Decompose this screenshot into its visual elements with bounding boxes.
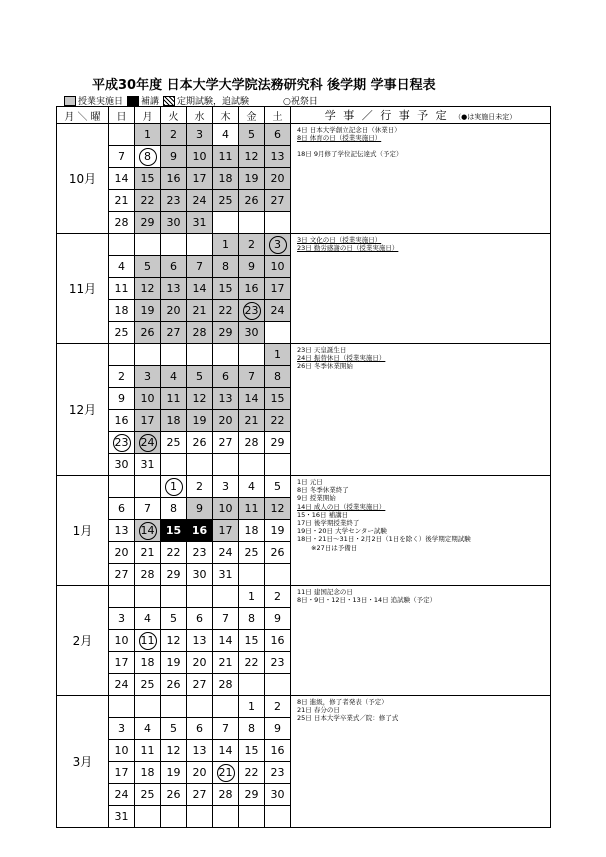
day-cell xyxy=(161,234,187,256)
day-cell: 22 xyxy=(135,190,161,212)
day-cell: 19 xyxy=(265,520,291,542)
day-cell xyxy=(239,454,265,476)
day-cell: 7 xyxy=(239,366,265,388)
day-cell: 2 xyxy=(265,696,291,718)
event-line: 15・16日 補講日 xyxy=(297,510,349,519)
day-cell: 20 xyxy=(265,168,291,190)
legend-class-day: 授業実施日 xyxy=(78,97,124,107)
day-cell: 9 xyxy=(161,146,187,168)
day-cell: 19 xyxy=(187,410,213,432)
day-cell xyxy=(161,586,187,608)
event-line: 8日・9日・12日・13日・14日 追試験（予定） xyxy=(297,596,437,605)
day-cell: 1 xyxy=(135,124,161,146)
day-cell xyxy=(135,432,161,454)
day-cell: 5 xyxy=(187,366,213,388)
day-cell: 6 xyxy=(187,608,213,630)
holiday-circle: 8 xyxy=(139,148,157,166)
day-cell xyxy=(187,696,213,718)
day-cell: 2 xyxy=(187,476,213,498)
day-header: 日 xyxy=(109,107,135,124)
holiday-circle: 11 xyxy=(139,632,157,650)
day-cell: 9 xyxy=(265,608,291,630)
day-cell xyxy=(239,344,265,366)
events-cell xyxy=(291,234,551,344)
day-cell: 22 xyxy=(161,542,187,564)
day-cell: 14 xyxy=(239,388,265,410)
day-cell: 20 xyxy=(213,410,239,432)
day-cell: 28 xyxy=(239,432,265,454)
day-cell xyxy=(187,344,213,366)
day-cell: 11 xyxy=(239,498,265,520)
day-cell: 17 xyxy=(213,520,239,542)
day-cell xyxy=(265,454,291,476)
day-cell: 31 xyxy=(213,564,239,586)
day-cell: 25 xyxy=(135,784,161,806)
day-cell: 4 xyxy=(239,476,265,498)
day-cell xyxy=(161,696,187,718)
day-cell: 30 xyxy=(161,212,187,234)
day-cell xyxy=(135,146,161,168)
day-cell: 24 xyxy=(109,784,135,806)
week-row xyxy=(57,344,551,366)
day-cell: 17 xyxy=(265,278,291,300)
day-cell: 31 xyxy=(135,454,161,476)
day-cell xyxy=(265,212,291,234)
week-row xyxy=(57,696,551,718)
week-row xyxy=(57,124,551,146)
day-cell: 25 xyxy=(135,674,161,696)
day-cell xyxy=(265,322,291,344)
day-cell xyxy=(135,806,161,828)
day-cell: 14 xyxy=(109,168,135,190)
day-cell: 4 xyxy=(161,366,187,388)
day-cell: 2 xyxy=(239,234,265,256)
day-cell: 1 xyxy=(239,586,265,608)
day-cell: 21 xyxy=(187,300,213,322)
day-cell: 11 xyxy=(109,278,135,300)
day-cell: 24 xyxy=(265,300,291,322)
day-cell xyxy=(213,762,239,784)
day-cell: 12 xyxy=(161,630,187,652)
day-cell: 18 xyxy=(161,410,187,432)
day-cell: 29 xyxy=(213,322,239,344)
event-line: 8日 体育の日（授業実施日） xyxy=(297,134,382,143)
events-header xyxy=(291,107,551,124)
day-cell: 1 xyxy=(265,344,291,366)
day-cell: 12 xyxy=(239,146,265,168)
day-cell: 22 xyxy=(239,652,265,674)
day-cell: 12 xyxy=(265,498,291,520)
month-label: 12月 xyxy=(57,344,109,476)
day-cell: 21 xyxy=(239,410,265,432)
day-cell: 8 xyxy=(213,256,239,278)
day-cell xyxy=(135,586,161,608)
day-header: 水 xyxy=(187,107,213,124)
event-line: 8日 冬季休業終了 xyxy=(297,486,349,495)
day-cell: 31 xyxy=(187,212,213,234)
event-line: 24日 振替休日（授業実施日） xyxy=(297,354,386,363)
holiday-circle: 14 xyxy=(139,522,157,540)
events-header-label: 学 事 ／ 行 事 予 定 xyxy=(324,109,449,122)
month-label: 2月 xyxy=(57,586,109,696)
day-cell: 26 xyxy=(187,432,213,454)
day-cell: 13 xyxy=(187,740,213,762)
day-cell: 10 xyxy=(187,146,213,168)
day-cell: 28 xyxy=(213,674,239,696)
week-row xyxy=(57,476,551,498)
day-cell: 6 xyxy=(265,124,291,146)
day-cell: 1 xyxy=(213,234,239,256)
day-cell xyxy=(265,674,291,696)
day-cell: 17 xyxy=(187,168,213,190)
day-header: 土 xyxy=(265,107,291,124)
day-cell: 22 xyxy=(239,762,265,784)
month-label: 3月 xyxy=(57,696,109,828)
day-cell xyxy=(109,344,135,366)
legend-makeup: 補講 xyxy=(141,97,160,107)
day-cell xyxy=(161,454,187,476)
day-cell: 30 xyxy=(187,564,213,586)
event-line: 11日 建国記念の日 xyxy=(297,588,353,596)
day-cell: 19 xyxy=(135,300,161,322)
day-cell: 5 xyxy=(135,256,161,278)
day-cell: 26 xyxy=(265,542,291,564)
day-cell: 8 xyxy=(239,718,265,740)
day-cell: 4 xyxy=(213,124,239,146)
day-cell: 22 xyxy=(265,410,291,432)
gray-swatch-icon xyxy=(64,96,76,106)
event-line: 18日・21日～31日・2月2日（1日を除く）後学期定期試験 xyxy=(297,535,471,544)
day-cell: 12 xyxy=(187,388,213,410)
day-cell: 13 xyxy=(109,520,135,542)
day-cell: 17 xyxy=(109,762,135,784)
day-cell: 30 xyxy=(109,454,135,476)
day-cell xyxy=(239,806,265,828)
day-cell: 15 xyxy=(239,740,265,762)
day-cell xyxy=(213,344,239,366)
day-cell: 5 xyxy=(161,608,187,630)
day-cell xyxy=(265,564,291,586)
month-day-header: 月 ＼ 曜 xyxy=(57,107,109,124)
holiday-circle: 21 xyxy=(217,764,235,782)
day-cell: 18 xyxy=(135,762,161,784)
day-cell xyxy=(135,344,161,366)
event-line: 18日 9月修了学位記伝達式（予定） xyxy=(297,150,403,159)
legend-holiday: ○祝祭日 xyxy=(283,97,318,107)
day-cell: 27 xyxy=(109,564,135,586)
day-cell: 27 xyxy=(187,784,213,806)
day-cell: 14 xyxy=(213,740,239,762)
day-cell xyxy=(135,520,161,542)
day-cell: 11 xyxy=(161,388,187,410)
day-cell xyxy=(109,234,135,256)
day-cell: 10 xyxy=(135,388,161,410)
day-cell: 10 xyxy=(109,740,135,762)
day-cell: 20 xyxy=(187,652,213,674)
day-cell: 27 xyxy=(161,322,187,344)
day-cell: 3 xyxy=(135,366,161,388)
day-cell: 16 xyxy=(265,740,291,762)
day-cell: 18 xyxy=(135,652,161,674)
day-cell: 4 xyxy=(135,608,161,630)
day-cell: 1 xyxy=(239,696,265,718)
events-cell xyxy=(291,344,551,476)
day-cell xyxy=(187,586,213,608)
day-cell: 15 xyxy=(265,388,291,410)
day-cell: 16 xyxy=(109,410,135,432)
day-cell xyxy=(239,674,265,696)
day-cell: 30 xyxy=(265,784,291,806)
day-cell: 26 xyxy=(161,784,187,806)
day-cell: 13 xyxy=(213,388,239,410)
dotted-swatch-icon xyxy=(163,96,175,106)
events-header-note: （●は実施日未定） xyxy=(454,113,517,121)
event-line: 23日 天皇誕生日 xyxy=(297,346,347,354)
day-cell: 10 xyxy=(213,498,239,520)
day-cell: 26 xyxy=(161,674,187,696)
holiday-circle: 23 xyxy=(113,434,131,452)
day-cell xyxy=(239,564,265,586)
day-cell: 9 xyxy=(239,256,265,278)
event-line: 19日・20日 大学センター試験 xyxy=(297,527,387,536)
day-cell: 29 xyxy=(239,784,265,806)
day-cell: 28 xyxy=(135,564,161,586)
day-cell: 21 xyxy=(135,542,161,564)
day-cell: 2 xyxy=(161,124,187,146)
day-cell: 27 xyxy=(187,674,213,696)
holiday-circle: 1 xyxy=(165,478,183,496)
calendar-table xyxy=(56,106,551,828)
day-cell: 24 xyxy=(109,674,135,696)
day-cell: 17 xyxy=(135,410,161,432)
day-cell: 3 xyxy=(187,124,213,146)
day-cell: 26 xyxy=(135,322,161,344)
holiday-circle: 3 xyxy=(269,236,287,254)
event-line: 25日 日本大学卒業式／院：修了式 xyxy=(297,714,399,723)
day-cell: 25 xyxy=(161,432,187,454)
day-cell: 22 xyxy=(213,300,239,322)
day-cell: 2 xyxy=(109,366,135,388)
day-cell: 12 xyxy=(135,278,161,300)
event-line: 9日 授業開始 xyxy=(297,494,336,503)
day-cell xyxy=(109,696,135,718)
day-cell xyxy=(187,806,213,828)
day-cell: 27 xyxy=(265,190,291,212)
day-cell: 18 xyxy=(109,300,135,322)
header-row xyxy=(57,107,551,124)
week-row xyxy=(57,586,551,608)
day-header: 金 xyxy=(239,107,265,124)
day-cell: 9 xyxy=(187,498,213,520)
day-cell: 16 xyxy=(265,630,291,652)
day-cell xyxy=(135,696,161,718)
day-cell: 6 xyxy=(187,718,213,740)
events-cell xyxy=(291,696,551,828)
legend-exam: 定期試験，追試験 xyxy=(177,97,250,107)
day-cell xyxy=(213,454,239,476)
day-header: 木 xyxy=(213,107,239,124)
day-cell: 19 xyxy=(239,168,265,190)
day-cell: 15 xyxy=(135,168,161,190)
day-cell: 19 xyxy=(161,652,187,674)
event-line: ※27日は予備日 xyxy=(311,543,358,552)
events-cell xyxy=(291,476,551,586)
day-cell xyxy=(213,212,239,234)
day-cell xyxy=(187,454,213,476)
day-cell xyxy=(265,806,291,828)
day-cell: 8 xyxy=(161,498,187,520)
day-cell: 7 xyxy=(187,256,213,278)
day-cell: 28 xyxy=(213,784,239,806)
day-cell xyxy=(161,806,187,828)
day-cell: 20 xyxy=(161,300,187,322)
day-cell: 14 xyxy=(213,630,239,652)
black-swatch-icon xyxy=(127,96,139,106)
day-cell: 28 xyxy=(109,212,135,234)
day-cell xyxy=(135,234,161,256)
day-cell: 2 xyxy=(265,586,291,608)
day-cell: 31 xyxy=(109,806,135,828)
day-cell: 7 xyxy=(135,498,161,520)
day-cell: 7 xyxy=(213,718,239,740)
day-cell xyxy=(213,696,239,718)
day-cell: 25 xyxy=(213,190,239,212)
day-cell: 30 xyxy=(239,322,265,344)
day-cell xyxy=(109,586,135,608)
day-cell: 16 xyxy=(239,278,265,300)
day-cell: 9 xyxy=(109,388,135,410)
day-cell: 28 xyxy=(187,322,213,344)
day-cell: 14 xyxy=(187,278,213,300)
day-cell: 3 xyxy=(109,608,135,630)
day-cell xyxy=(187,234,213,256)
event-line: 17日 後学期授業終了 xyxy=(297,519,360,528)
day-cell: 10 xyxy=(109,630,135,652)
events-cell xyxy=(291,586,551,696)
page-title: 平成30年度 日本大学大学院法務研究科 後学期 学事日程表 xyxy=(92,78,436,93)
event-line: 14日 成人の日（授業実施日） xyxy=(297,502,386,511)
day-cell: 13 xyxy=(265,146,291,168)
day-cell: 20 xyxy=(187,762,213,784)
day-cell: 18 xyxy=(213,168,239,190)
day-cell: 10 xyxy=(265,256,291,278)
day-cell: 5 xyxy=(161,718,187,740)
day-cell: 25 xyxy=(109,322,135,344)
holiday-circle: 23 xyxy=(243,302,261,320)
day-cell: 29 xyxy=(265,432,291,454)
day-cell: 25 xyxy=(239,542,265,564)
day-cell: 26 xyxy=(239,190,265,212)
day-cell: 7 xyxy=(213,608,239,630)
day-cell: 18 xyxy=(239,520,265,542)
day-cell: 12 xyxy=(161,740,187,762)
day-header: 火 xyxy=(161,107,187,124)
day-cell: 6 xyxy=(213,366,239,388)
day-cell: 15 xyxy=(161,520,187,542)
day-cell: 23 xyxy=(187,542,213,564)
day-cell: 16 xyxy=(187,520,213,542)
week-row xyxy=(57,234,551,256)
holiday-circle: 24 xyxy=(139,434,157,452)
day-cell: 4 xyxy=(135,718,161,740)
month-label: 1月 xyxy=(57,476,109,586)
day-cell: 21 xyxy=(109,190,135,212)
event-line: 26日 冬季休業開始 xyxy=(297,362,353,371)
event-line: 23日 勤労感謝の日（授業実施日） xyxy=(297,244,399,253)
day-cell: 8 xyxy=(239,608,265,630)
day-cell: 11 xyxy=(213,146,239,168)
month-label: 11月 xyxy=(57,234,109,344)
day-cell xyxy=(265,234,291,256)
day-cell xyxy=(239,212,265,234)
day-cell: 23 xyxy=(265,652,291,674)
day-cell xyxy=(213,806,239,828)
day-cell: 27 xyxy=(213,432,239,454)
event-line: 4日 日本大学創立記念日（休業日） xyxy=(297,126,401,134)
day-cell: 29 xyxy=(161,564,187,586)
day-cell: 23 xyxy=(161,190,187,212)
day-cell xyxy=(239,300,265,322)
day-cell: 13 xyxy=(161,278,187,300)
day-cell: 8 xyxy=(265,366,291,388)
day-cell xyxy=(109,432,135,454)
day-header: 月 xyxy=(135,107,161,124)
day-cell xyxy=(135,476,161,498)
day-cell: 9 xyxy=(265,718,291,740)
day-cell: 29 xyxy=(135,212,161,234)
day-cell: 16 xyxy=(161,168,187,190)
day-cell: 7 xyxy=(109,146,135,168)
day-cell: 3 xyxy=(109,718,135,740)
day-cell: 4 xyxy=(109,256,135,278)
day-cell: 6 xyxy=(109,498,135,520)
day-cell: 5 xyxy=(265,476,291,498)
day-cell: 21 xyxy=(213,652,239,674)
day-cell: 24 xyxy=(187,190,213,212)
day-cell: 3 xyxy=(213,476,239,498)
day-cell: 13 xyxy=(187,630,213,652)
day-cell: 15 xyxy=(213,278,239,300)
day-cell xyxy=(109,476,135,498)
day-cell xyxy=(161,344,187,366)
event-line: 3日 文化の日（授業実施日） xyxy=(297,236,382,244)
day-cell xyxy=(213,586,239,608)
day-cell xyxy=(109,124,135,146)
day-cell: 24 xyxy=(213,542,239,564)
event-line: 21日 春分の日 xyxy=(297,706,340,715)
day-cell: 17 xyxy=(109,652,135,674)
day-cell xyxy=(161,476,187,498)
month-label: 10月 xyxy=(57,124,109,234)
day-cell: 19 xyxy=(161,762,187,784)
day-cell xyxy=(135,630,161,652)
events-cell xyxy=(291,124,551,234)
day-cell: 6 xyxy=(161,256,187,278)
day-cell: 23 xyxy=(265,762,291,784)
day-cell: 15 xyxy=(239,630,265,652)
event-line: 8日 進級，修了者発表（予定） xyxy=(297,698,388,706)
day-cell: 5 xyxy=(239,124,265,146)
event-line: 1日 元日 xyxy=(297,478,323,486)
day-cell: 11 xyxy=(135,740,161,762)
day-cell: 20 xyxy=(109,542,135,564)
